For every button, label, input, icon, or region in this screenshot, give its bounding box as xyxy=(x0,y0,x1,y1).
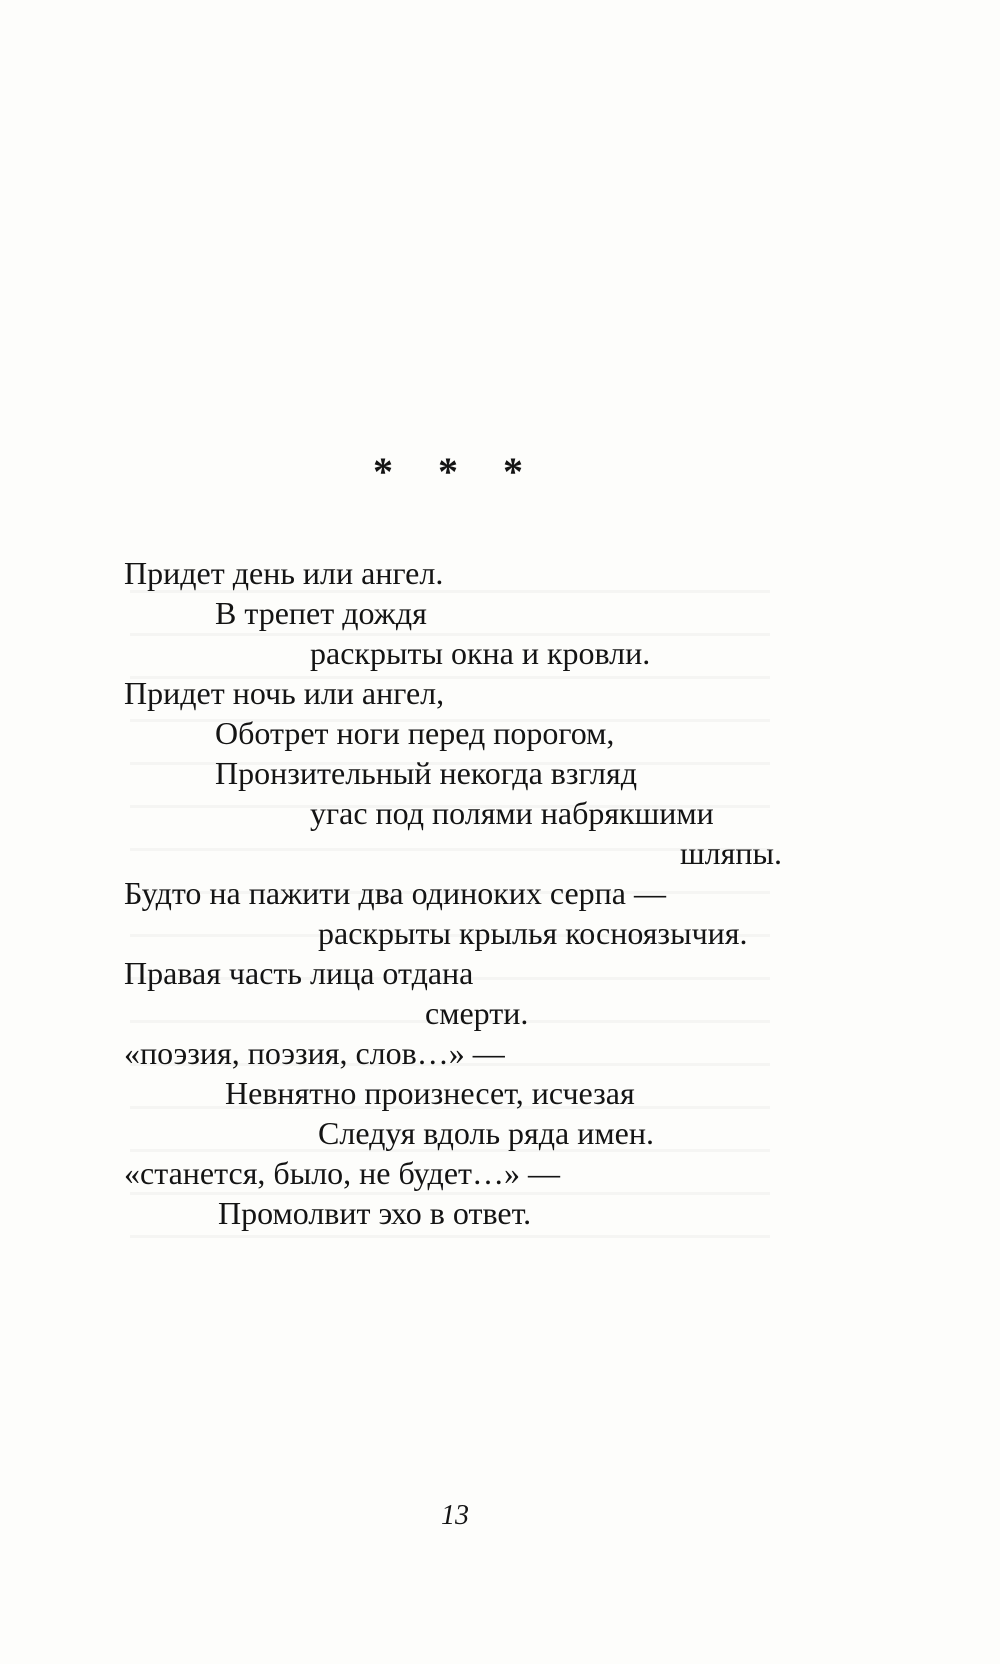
poem-line: угас под полями набрякшими xyxy=(310,795,714,831)
poem-line: смерти. xyxy=(425,995,529,1031)
poem-line: Будто на пажити два одиноких серпа — xyxy=(124,875,666,911)
poem-line: Промолвит эхо в ответ. xyxy=(218,1195,532,1231)
poem-line: раскрыты крылья косноязычия. xyxy=(318,915,748,951)
poem-line: раскрыты окна и кровли. xyxy=(310,635,651,671)
poem-line: Придет ночь или ангел, xyxy=(124,675,445,711)
poem-line: Оботрет ноги перед порогом, xyxy=(215,715,615,751)
poem-line: В трепет дождя xyxy=(215,595,427,631)
page-number: 13 xyxy=(441,1500,469,1531)
poem-line: «станется, было, не будет…» — xyxy=(124,1155,560,1191)
poem-line: Следуя вдоль ряда имен. xyxy=(318,1115,654,1151)
poem-line: Придет день или ангел. xyxy=(124,555,444,591)
poem-line: шляпы. xyxy=(680,835,782,871)
section-asterism xyxy=(368,449,528,494)
poem-line: Пронзительный некогда взгляд xyxy=(215,755,637,791)
asterisk-mark: * xyxy=(438,449,458,494)
poem-line: «поэзия, поэзия, слов…» — xyxy=(124,1035,505,1071)
asterisk-mark: * xyxy=(503,449,523,494)
asterisk-mark: * xyxy=(373,449,393,494)
poem-line: Правая часть лица отдана xyxy=(124,955,474,991)
poem-line: Невнятно произнесет, исчезая xyxy=(225,1075,635,1111)
